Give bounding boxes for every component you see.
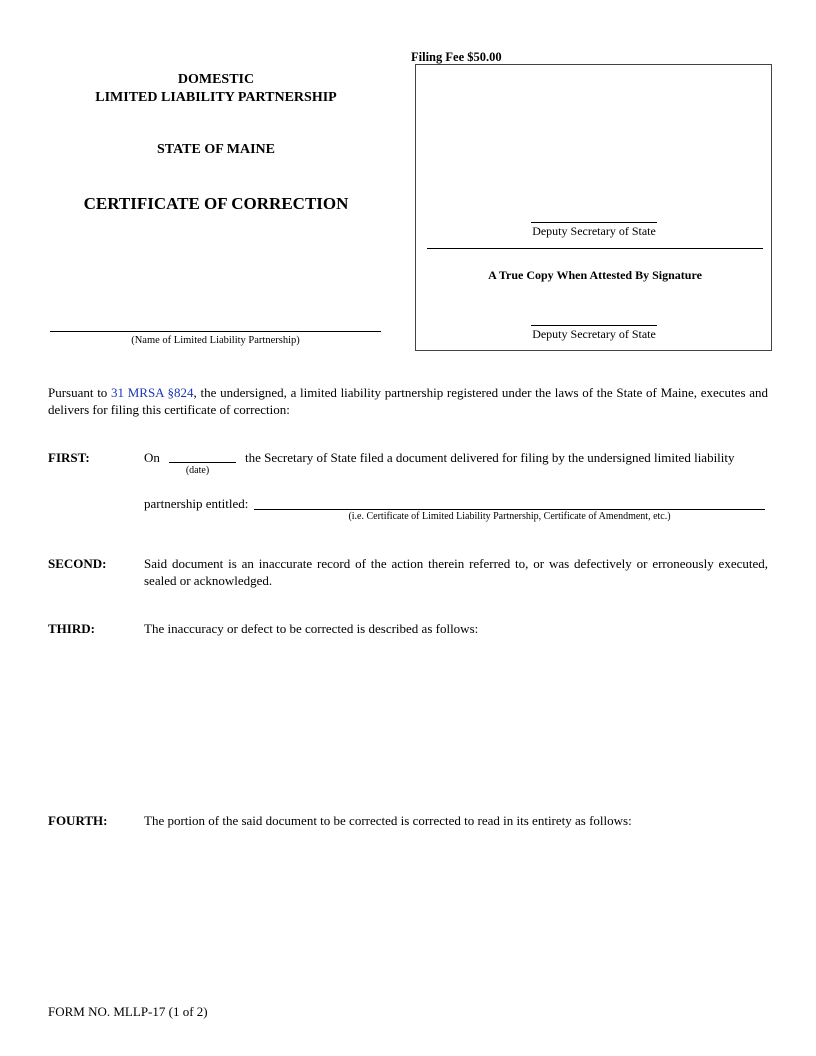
- form-title-line-2: LIMITED LIABILITY PARTNERSHIP: [95, 90, 337, 105]
- filing-fee-label: Filing Fee $50.00: [411, 50, 502, 64]
- state-heading: STATE OF MAINE: [157, 142, 275, 157]
- third-label: THIRD:: [48, 621, 95, 636]
- partnership-name-field[interactable]: [50, 331, 381, 332]
- fourth-label: FOURTH:: [48, 813, 108, 828]
- first-label: FIRST:: [48, 450, 90, 465]
- certificate-title: CERTIFICATE OF CORRECTION: [83, 194, 349, 213]
- filing-box-divider: [427, 248, 763, 249]
- document-title-caption: (i.e. Certificate of Limited Liability Partnership, Certificate of Amendment, etc.): [348, 511, 671, 522]
- deputy-caption-2: Deputy Secretary of State: [532, 327, 656, 341]
- deputy-signature-line-1[interactable]: [531, 222, 657, 223]
- fourth-text: The portion of the said document to be corrected is corrected to read in its entirety as follows:: [144, 813, 632, 828]
- deputy-caption-1: Deputy Secretary of State: [532, 224, 656, 238]
- second-label: SECOND:: [48, 556, 107, 571]
- partnership-name-caption: (Name of Limited Liability Partnership): [131, 335, 300, 346]
- date-caption: (date): [185, 465, 210, 476]
- pursuant-suffix: , the undersigned, a limited liability partnership registered under the laws of the State of Maine, executes and delivers for filing this certificate of correction:: [48, 385, 768, 417]
- second-text: Said document is an inaccurate record of the action therein referred to, or was defectively or erroneously executed, sealed or acknowledged.: [144, 556, 768, 588]
- pursuant-prefix: Pursuant to: [48, 385, 112, 400]
- first-on-text: On: [144, 450, 160, 465]
- pursuant-paragraph: [48, 385, 768, 418]
- form-number: FORM NO. MLLP-17 (1 of 2): [48, 1004, 208, 1019]
- third-text: The inaccuracy or defect to be corrected is described as follows:: [144, 621, 479, 636]
- statute-link[interactable]: 31 MRSA §824: [111, 385, 194, 400]
- filing-stamp-box: [415, 64, 772, 351]
- deputy-signature-line-2[interactable]: [531, 325, 657, 326]
- document-title-field[interactable]: [254, 509, 765, 510]
- date-field[interactable]: [169, 462, 236, 463]
- form-title-line-1: DOMESTIC: [177, 72, 255, 87]
- first-text: the Secretary of State filed a document delivered for filing by the undersigned limited liability: [245, 450, 735, 465]
- true-copy-label: A True Copy When Attested By Signature: [488, 268, 702, 282]
- entitled-label: partnership entitled:: [144, 496, 249, 511]
